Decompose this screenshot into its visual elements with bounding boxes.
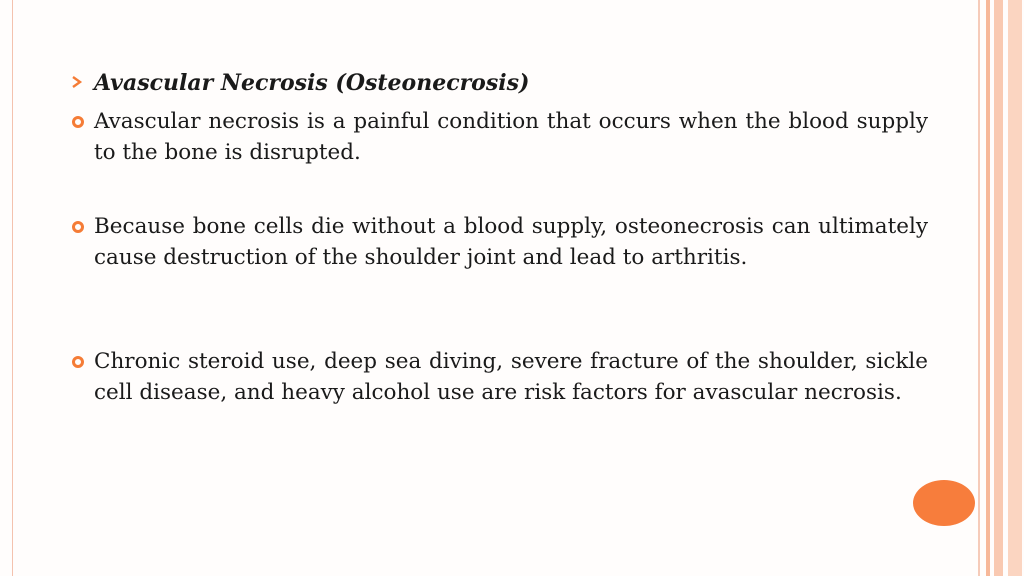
- bullet-text: Avascular necrosis is a painful condition that occurs when the blood supply to the bone is disrupted.: [94, 109, 928, 165]
- slide-heading: Avascular Necrosis (Osteonecrosis): [94, 70, 530, 96]
- bullet-text: Because bone cells die without a blood supply, osteonecrosis can ultimately cause destruction of the shoulder joint and lead to arthritis.: [94, 214, 928, 270]
- arrow-right-icon: [70, 74, 84, 88]
- ring-bullet-icon: [72, 221, 84, 233]
- decorative-orange-circle: [913, 480, 975, 526]
- bullet-text: Chronic steroid use, deep sea diving, severe fracture of the shoulder, sickle cell disease, and heavy alcohol use are risk factors for avascular necrosis.: [94, 349, 928, 405]
- ring-bullet-icon: [72, 356, 84, 368]
- heading-row: [70, 68, 930, 100]
- ring-bullet-icon: [72, 116, 84, 128]
